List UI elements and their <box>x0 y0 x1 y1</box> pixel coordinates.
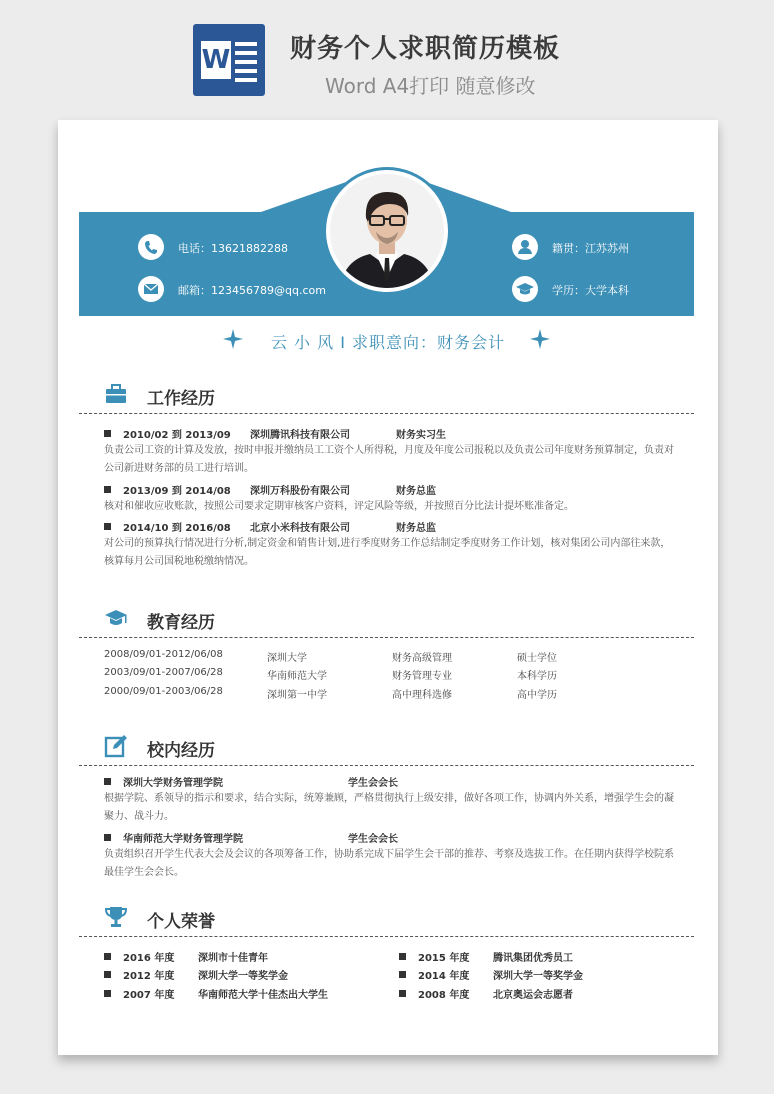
origin-text: 籍贯：江苏苏州 <box>552 242 629 255</box>
phone-icon <box>138 234 164 260</box>
work-item-2: 2013/09 到 2014/08 深圳万科股份有限公司 财务总监 <box>104 482 231 497</box>
campus-item-1: 深圳大学财务管理学院 学生会会长 <box>104 774 223 789</box>
email-icon <box>138 276 164 302</box>
honor-item-2: 2012 年度 深圳大学一等奖学金 <box>104 967 174 982</box>
word-logo-letter: W <box>201 41 231 79</box>
graduation-cap-icon <box>512 276 538 302</box>
resume-paper: 电话：13621882288 邮箱：123456789@qq.com 籍贯：江苏苏州 学历：大学本科 云 小 风 I 求职意向：财务会计 工作经历 2010/02 到 2013/09 深圳腾讯科技有限公司 财务实习生 负责公司工资的计算及发放，按时申报并缴纳员工工资个人所得税，月度及年度公司报税以及负责公司年度财务预算制定，负责对公司新进财务部的员工进行培训。 2013/09 到 2014/08 深圳万科股份有限公司 财务总监 核对和催收应收账款，按照公司要求定期审核客户资料，评定风险等级，并按照百分比法计提坏账准备定。 2014/10 到 2016/08 北京小米科技有限公司 财务总监 对公司的预算执行情况进行分析,制定资金和销售计划,进行季度财务工作总结制定季度财务工作计划，核对集团公司内部往来款，核算每月公司国税地税缴纳情况。 教育经历 2008/09/01-2012/06/08 深圳大学 财务高级管理 硕士学位 2003/09/01-2007/06/28 华南师范大学 财务管理专业 本科学历 2000/09/01-2003/06/28 深圳第一中学 高中理科选修 高中学历 校内经历 深圳大学财务管理学院 学生会会长 根据学院、系领导的指示和要求，结合实际，统筹兼顾，严格贯彻执行上级安排，做好各项工作，协调内外关系，增强学生会的凝聚力、战斗力。 华南师范大学财务管理学院 学生会会长 负责组织召开学生代表大会及会议的各项筹备工作，协助系完成下届学生会干部的推荐、考察及选拔工作。在任期内获得学校院系最佳学生会会长。 个人荣誉 2016 年度 深圳市十佳青年 2012 年度 深圳大学一等奖学金 2007 年度 华南师范大学十佳杰出大学生 2015 年度 腾讯集团优秀员工 2014 年度 深圳大学一等奖学金 2008 年度 北京奥运会志愿者 <box>58 120 718 1055</box>
campus-item-2-desc: 负责组织召开学生代表大会及会议的各项筹备工作，协助系完成下届学生会干部的推荐、考察及选拔工作。在任期内获得学校院系最佳学生会会长。 <box>104 849 674 878</box>
section-work-title: 工作经历 <box>147 389 215 409</box>
work-item-3-desc: 对公司的预算执行情况进行分析,制定资金和销售计划,进行季度财务工作总结制定季度财务工作计划，核对集团公司内部往来款，核算每月公司国税地税缴纳情况。 <box>104 538 671 567</box>
degree-text: 学历：大学本科 <box>552 284 629 297</box>
page-title: 财务个人求职简历模板 <box>290 34 561 64</box>
profile-photo <box>326 170 448 292</box>
honor-item-4: 2015 年度 腾讯集团优秀员工 <box>399 949 469 964</box>
section-work-header <box>79 374 694 414</box>
section-education-title: 教育经历 <box>147 613 215 633</box>
sparkle-right-icon <box>530 329 550 349</box>
section-honors-title: 个人荣誉 <box>147 912 215 932</box>
section-education-header <box>79 598 694 638</box>
section-honors-header <box>79 897 694 937</box>
edit-icon <box>104 734 128 758</box>
honor-item-3: 2007 年度 华南师范大学十佳杰出大学生 <box>104 986 174 1001</box>
section-campus-title: 校内经历 <box>147 741 215 761</box>
work-item-1-desc: 负责公司工资的计算及发放，按时申报并缴纳员工工资个人所得税，月度及年度公司报税以及负责公司年度财务预算制定，负责对公司新进财务部的员工进行培训。 <box>104 445 674 474</box>
work-item-2-desc: 核对和催收应收账款，按照公司要求定期审核客户资料，评定风险等级，并按照百分比法计提坏账准备定。 <box>104 501 574 512</box>
person-portrait-icon <box>330 174 444 288</box>
work-item-1: 2010/02 到 2013/09 深圳腾讯科技有限公司 财务实习生 <box>104 426 231 441</box>
trophy-icon <box>104 905 128 929</box>
campus-item-2: 华南师范大学财务管理学院 学生会会长 <box>104 830 243 845</box>
page-header <box>0 0 774 112</box>
phone-text: 电话：13621882288 <box>178 242 288 255</box>
honor-item-1: 2016 年度 深圳市十佳青年 <box>104 949 174 964</box>
briefcase-icon <box>104 382 128 406</box>
page-subtitle: Word A4打印 随意修改 <box>325 74 536 98</box>
honor-item-5: 2014 年度 深圳大学一等奖学金 <box>399 967 469 982</box>
graduation-cap-icon <box>104 606 128 630</box>
honor-item-6: 2008 年度 北京奥运会志愿者 <box>399 986 469 1001</box>
email-text: 邮箱：123456789@qq.com <box>178 284 326 297</box>
job-intent: 云 小 风 I 求职意向：财务会计 <box>270 333 506 352</box>
campus-item-1-desc: 根据学院、系领导的指示和要求，结合实际，统筹兼顾，严格贯彻执行上级安排，做好各项工作，协调内外关系，增强学生会的凝聚力、战斗力。 <box>104 793 674 822</box>
work-item-3: 2014/10 到 2016/08 北京小米科技有限公司 财务总监 <box>104 519 231 534</box>
user-icon <box>512 234 538 260</box>
section-campus-header <box>79 726 694 766</box>
word-logo-icon <box>193 24 265 96</box>
